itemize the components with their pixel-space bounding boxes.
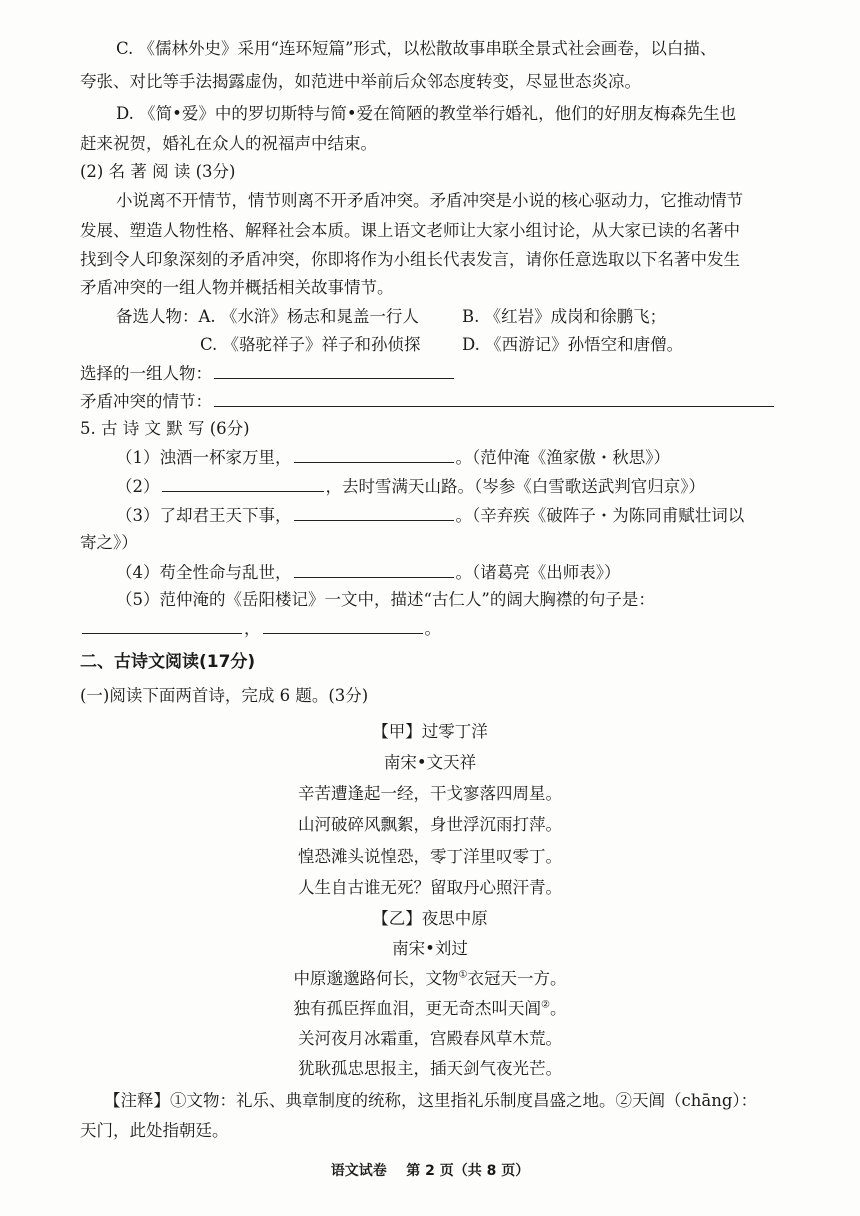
notes-line2: 天门，此处指朝廷。 <box>80 1121 229 1140</box>
reading-paragraph-line2: 发展、塑造人物性格、解释社会本质。课上语文老师让大家小组讨论，从大家已读的名著中 <box>80 221 740 240</box>
poem-a-line: 辛苦遭逢起一经，干戈寥落四周星。 <box>298 784 562 803</box>
q5-item2-blank[interactable] <box>162 475 324 492</box>
section2-intro: (一)阅读下面两首诗，完成 6 题。(3分) <box>80 686 369 705</box>
q5-item3-source: 。（辛弃疾《破阵子・为陈同甫赋壮词以 <box>455 506 745 525</box>
poem-b-title: 【乙】夜思中原 <box>372 909 488 928</box>
poem-b-line2-a: 独有孤臣挥血泪，更无奇杰叫天阊 <box>293 999 542 1018</box>
q5-item4-text: （4）苟全性命与乱世， <box>116 563 292 582</box>
section2-title: 二、古诗文阅读(17分) <box>80 652 256 672</box>
choices-label: 备选人物： <box>116 307 199 326</box>
reading-paragraph-line3: 找到令人印象深刻的矛盾冲突，你即将作为小组长代表发言，请你任意选取以下名著中发生 <box>80 250 740 269</box>
option-c-line1: C. 《儒林外史》采用“连环短篇”形式，以松散故事串联全景式社会画卷，以白描、 <box>116 39 717 58</box>
poem-a-line: 惶恐滩头说惶恐，零丁洋里叹零丁。 <box>298 847 562 866</box>
poem-b-line: 关河夜月冰霜重，宫殿春风草木荒。 <box>298 1029 562 1048</box>
choice-b: B. 《红岩》成岗和徐鹏飞； <box>462 307 667 326</box>
poem-b-author: 南宋•刘过 <box>392 939 468 958</box>
choice-a: A. 《水浒》杨志和晁盖一行人 <box>198 307 419 326</box>
poem-b-line <box>0 968 860 990</box>
q5-item5-comma: ， <box>244 619 261 638</box>
option-c-line2: 夸张、对比等手法揭露虚伪，如范进中举前后众邻态度转变，尽显世态炎凉。 <box>80 72 641 91</box>
poem-b-line: 犹耿孤忠思报主，插天剑气夜光芒。 <box>298 1059 562 1078</box>
poem-b-line1-a: 中原邈邈路何长，文物 <box>293 969 459 988</box>
reading-paragraph-line1: 小说离不开情节，情节则离不开矛盾冲突。矛盾冲突是小说的核心驱动力，它推动情节 <box>116 191 743 210</box>
q5-item3-continued: 寄之》） <box>80 533 138 552</box>
q5-item5-period: 。 <box>424 619 441 638</box>
choice-d: D. 《西游记》孙悟空和唐僧。 <box>462 335 684 354</box>
choices-row1 <box>116 306 419 328</box>
q5-item1 <box>116 446 670 469</box>
select-group-label: 选择的一组人物： <box>80 364 212 383</box>
q5-item5-answers <box>80 617 441 640</box>
q5-item3-text: （3）了却君王天下事， <box>116 506 292 525</box>
q5-item5: （5）范仲淹的《岳阳楼记》一文中，描述“古仁人”的阔大胸襟的句子是： <box>116 590 655 609</box>
poem-b-line <box>0 998 860 1020</box>
q5-item1-source: 。（范仲淹《渔家傲・秋思》） <box>455 448 670 467</box>
q5-heading: 5. 古 诗 文 默 写 (6分) <box>80 419 250 438</box>
q5-item1-text: （1）浊酒一杯家万里， <box>116 448 292 467</box>
q5-item3-blank[interactable] <box>294 504 454 521</box>
footnote-marker-1: ① <box>458 969 468 981</box>
poem-a-line: 人生自古谁无死？留取丹心照汗青。 <box>298 878 562 897</box>
poem-b-line1-b: 衣冠天一方。 <box>467 969 567 988</box>
q5-item4 <box>116 561 621 584</box>
select-group-answer-field[interactable] <box>214 362 454 379</box>
q5-item4-blank[interactable] <box>294 561 454 578</box>
reading-heading: (2) 名 著 阅 读 (3分) <box>80 162 236 181</box>
q5-item2-text: ，去时雪满天山路。（岑参《白雪歌送武判官归京》） <box>325 477 705 496</box>
q5-item1-blank[interactable] <box>294 446 454 463</box>
option-d-line2: 赶来祝贺，婚礼在众人的祝福声中结束。 <box>80 134 377 153</box>
plot-answer-field[interactable] <box>214 390 774 407</box>
page-footer: 语文试卷 第 2 页（共 8 页） <box>330 1163 530 1179</box>
poem-a-title: 【甲】过零丁洋 <box>372 722 488 741</box>
plot-row <box>80 390 776 413</box>
q5-item2-number: （2） <box>116 477 160 496</box>
q5-item5-blank1[interactable] <box>82 617 242 634</box>
q5-item5-blank2[interactable] <box>263 617 423 634</box>
option-d-line1: D. 《简•爱》中的罗切斯特与简•爱在简陋的教堂举行婚礼，他们的好朋友梅森先生也 <box>116 104 737 123</box>
select-group-row <box>80 362 456 385</box>
footnote-marker-2: ② <box>541 999 550 1011</box>
q5-item4-source: 。（诸葛亮《出师表》） <box>455 563 621 582</box>
poem-a-line: 山河破碎风飘絮，身世浮沉雨打萍。 <box>298 815 562 834</box>
q5-item3 <box>116 504 744 527</box>
choice-c: C. 《骆驼祥子》祥子和孙侦探 <box>200 335 421 354</box>
reading-paragraph-line4: 矛盾冲突的一组人物并概括相关故事情节。 <box>80 278 394 297</box>
q5-item2 <box>116 475 705 498</box>
poem-a-author: 南宋•文天祥 <box>383 753 477 772</box>
poem-b-line2-b: 。 <box>549 999 567 1018</box>
plot-label: 矛盾冲突的情节： <box>80 392 212 411</box>
notes-line1: 【注释】①文物：礼乐、典章制度的统称，这里指礼乐制度昌盛之地。②天阊（chāng）： <box>104 1091 758 1110</box>
